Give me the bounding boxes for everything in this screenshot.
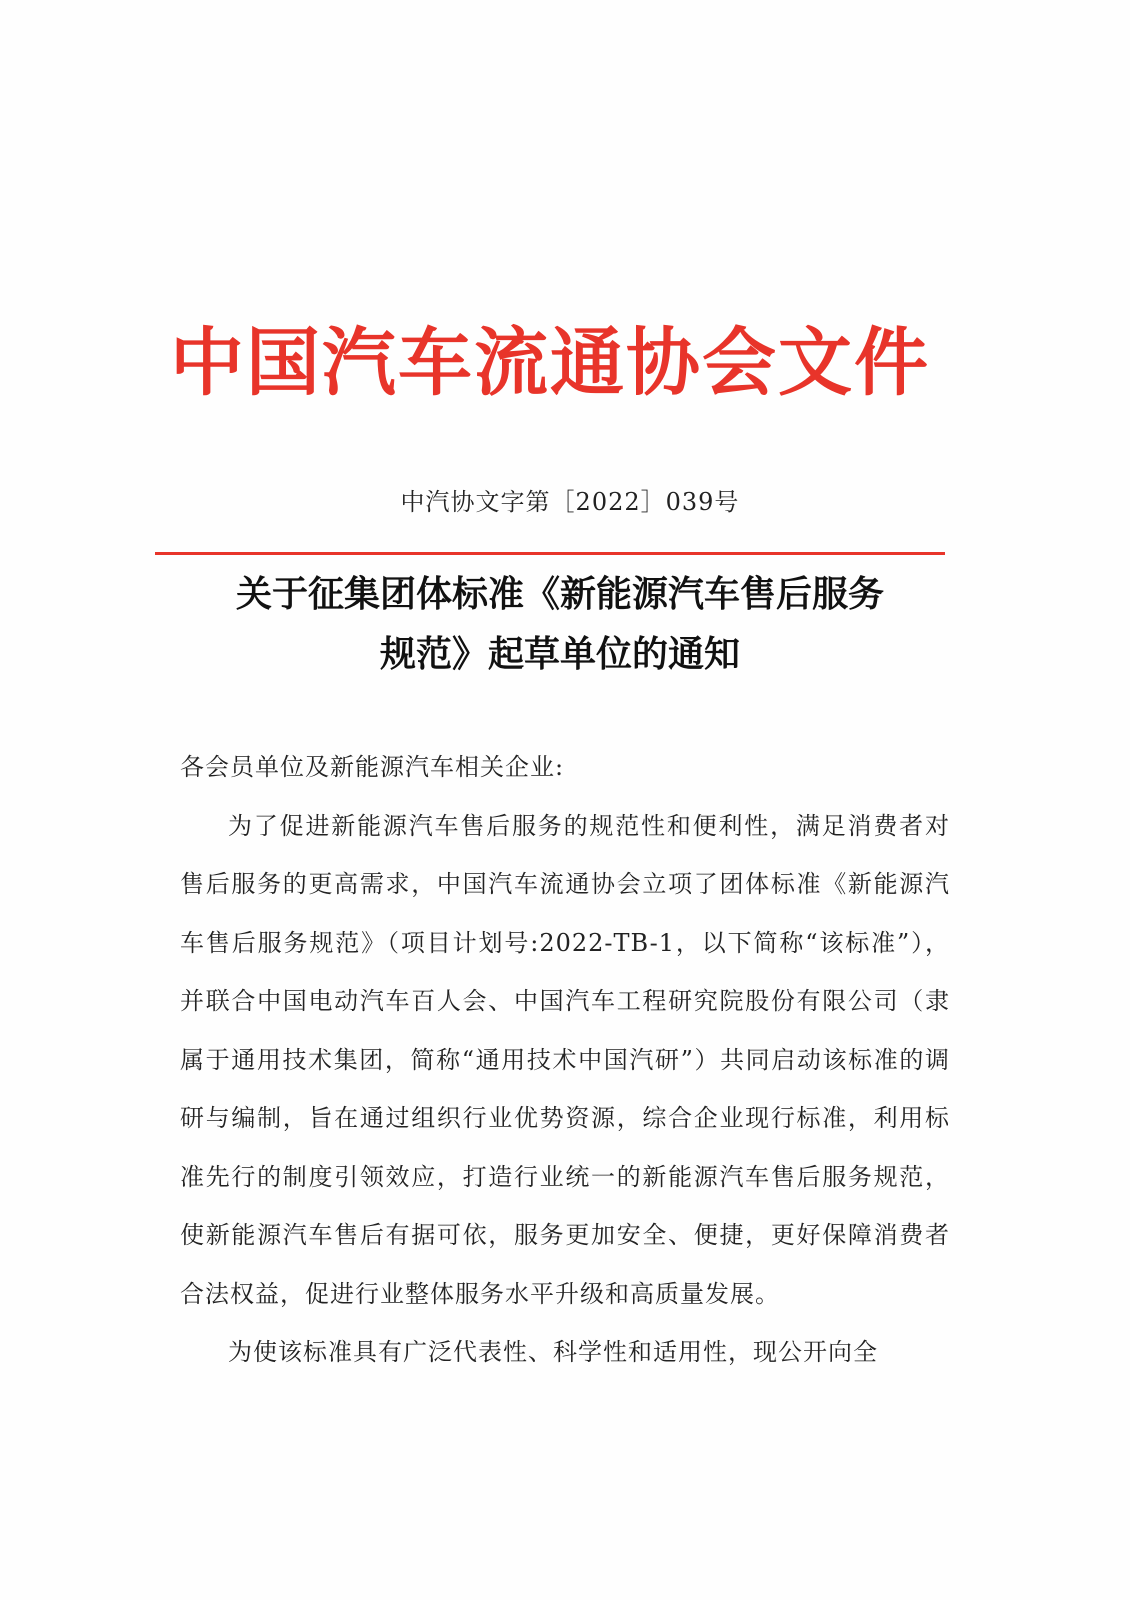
red-divider-line <box>155 552 945 555</box>
body-paragraph-2: 为使该标准具有广泛代表性、科学性和适用性，现公开向全 <box>228 1338 878 1366</box>
salutation: 各会员单位及新能源汽车相关企业: <box>180 753 565 781</box>
document-number: 中汽协文字第［2022］039号 <box>400 488 740 516</box>
issuer-header-title: 中国汽车流通协会文件 <box>170 320 930 406</box>
document-body <box>180 738 950 1382</box>
body-paragraph-1: 为了促进新能源汽车售后服务的规范性和便利性，满足消费者对售后服务的更高需求，中国汽车流通协会立项了团体标准《新能源汽车售后服务规范》（项目计划号:2022-TB-1，以下简称“该标准”），并联合中国电动汽车百人会、中国汽车工程研究院股份有限公司（隶属于通用技术集团，简称“通用技术中国汽研”）共同启动该标准的调研与编制，旨在通过组织行业优势资源，综合企业现行标准，利用标准先行的制度引领效应，打造行业统一的新能源汽车售后服务规范，使新能源汽车售后有据可依，服务更加安全、便捷，更好保障消费者合法权益，促进行业整体服务水平升级和高质量发展。 <box>180 811 950 1308</box>
notice-title-line-2: 规范》起草单位的通知 <box>379 634 740 675</box>
notice-title-line-1: 关于征集团体标准《新能源汽车售后服务 <box>235 574 884 615</box>
notice-title <box>140 565 980 685</box>
